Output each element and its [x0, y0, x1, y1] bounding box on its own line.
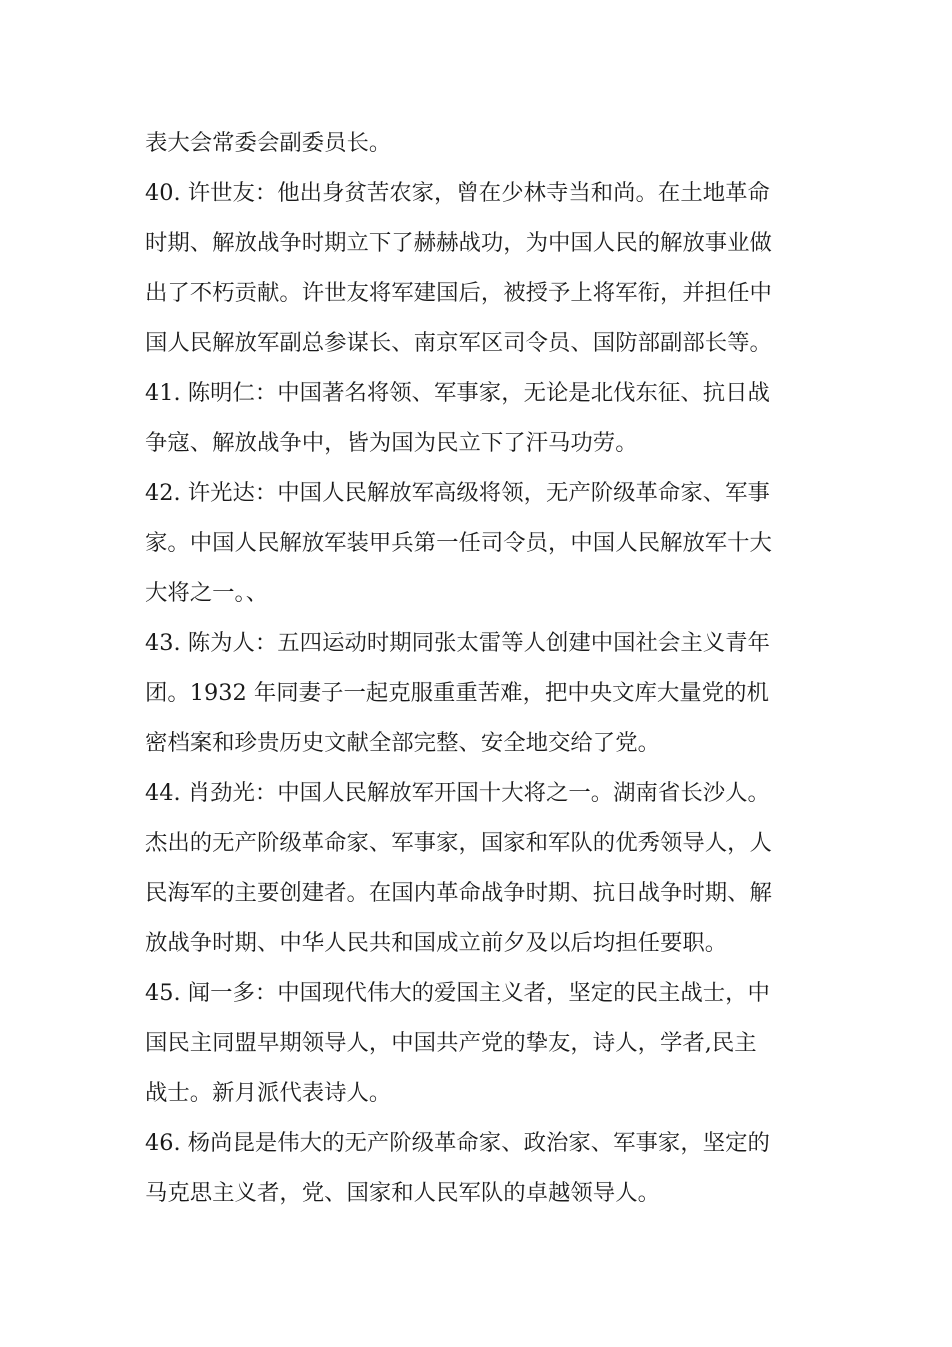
- text-line: 41. 陈明仁：中国著名将领、军事家，无论是北伐东征、抗日战: [145, 380, 770, 406]
- text-line: 45. 闻一多：中国现代伟大的爱国主义者，坚定的民主战士，中: [145, 980, 770, 1006]
- text-line: 放战争时期、中华人民共和国成立前夕及以后均担任要职。: [145, 930, 728, 956]
- text-line: 出了不朽贡献。许世友将军建国后，被授予上将军衔，并担任中: [145, 280, 772, 306]
- text-line: 43. 陈为人：五四运动时期同张太雷等人创建中国社会主义青年: [145, 630, 770, 656]
- text-line: 家。中国人民解放军装甲兵第一任司令员，中国人民解放军十大: [145, 530, 772, 556]
- text-line: 团。1932 年同妻子一起克服重重苦难，把中央文库大量党的机: [145, 680, 769, 706]
- text-line: 表大会常委会副委员长。: [145, 130, 392, 156]
- text-line: 杰出的无产阶级革命家、军事家，国家和军队的优秀领导人，人: [145, 830, 772, 856]
- text-line: 密档案和珍贵历史文献全部完整、安全地交给了党。: [145, 730, 660, 756]
- text-line: 大将之一。、: [145, 580, 269, 606]
- text-line: 国民主同盟早期领导人，中国共产党的挚友，诗人，学者,民主: [145, 1030, 757, 1056]
- text-line: 时期、解放战争时期立下了赫赫战功，为中国人民的解放事业做: [145, 230, 772, 256]
- text-line: 战士。新月派代表诗人。: [145, 1080, 392, 1106]
- text-line: 民海军的主要创建者。在国内革命战争时期、抗日战争时期、解: [145, 880, 772, 906]
- text-line: 42. 许光达：中国人民解放军高级将领，无产阶级革命家、军事: [145, 480, 770, 506]
- text-line: 马克思主义者，党、国家和人民军队的卓越领导人。: [145, 1180, 660, 1206]
- text-line: 40. 许世友：他出身贫苦农家，曾在少林寺当和尚。在土地革命: [145, 180, 770, 206]
- document-body: [145, 118, 817, 1218]
- text-line: 争寇、解放战争中，皆为国为民立下了汗马功劳。: [145, 430, 638, 456]
- text-line: 国人民解放军副总参谋长、南京军区司令员、国防部副部长等。: [145, 330, 772, 356]
- text-line: 46. 杨尚昆是伟大的无产阶级革命家、政治家、军事家，坚定的: [145, 1130, 770, 1156]
- text-line: 44. 肖劲光：中国人民解放军开国十大将之一。湖南省长沙人。: [145, 780, 770, 806]
